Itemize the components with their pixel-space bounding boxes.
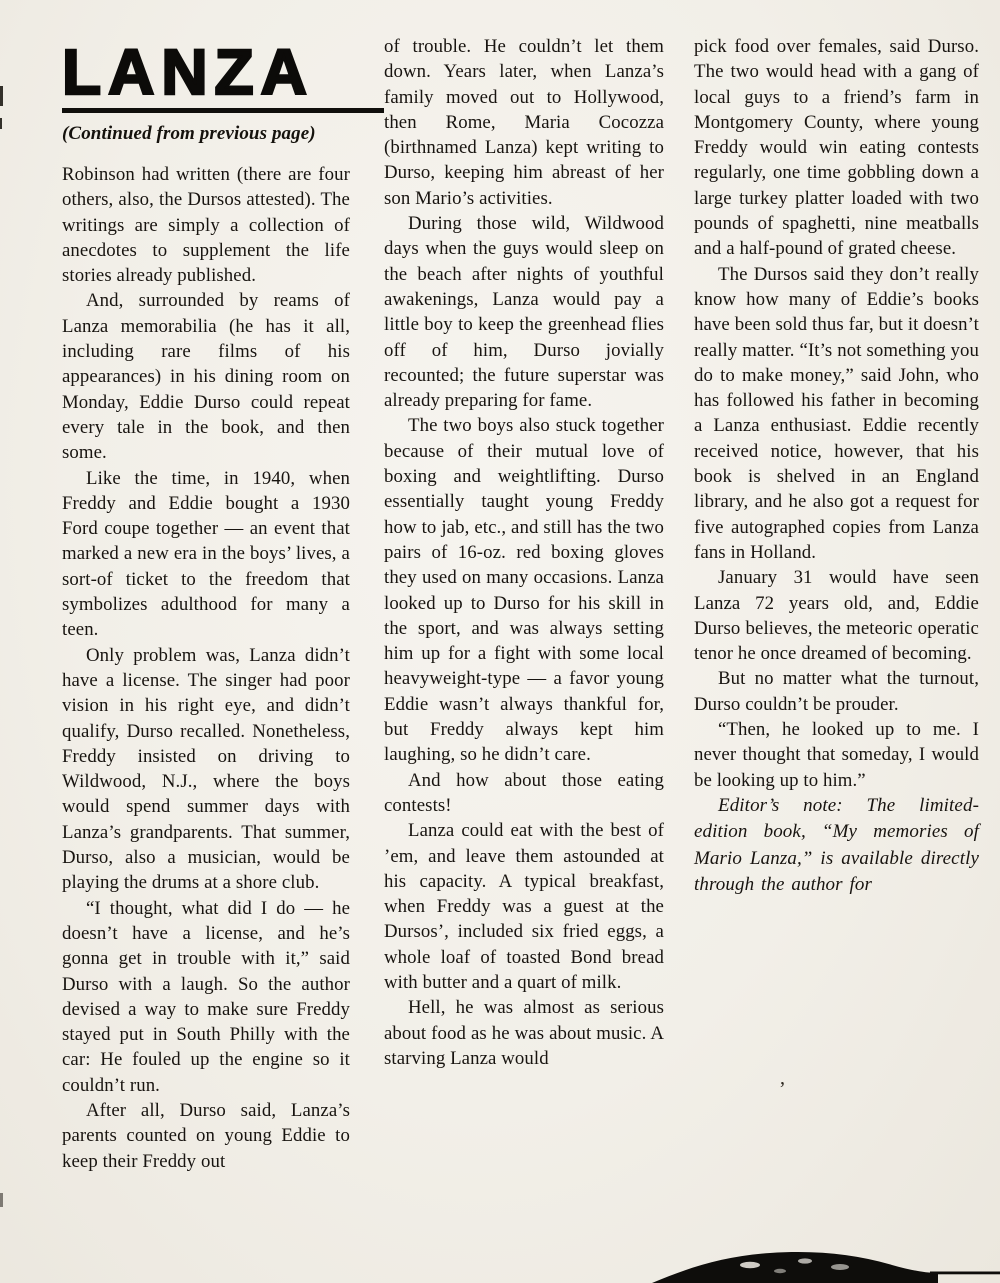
article-masthead [62,36,350,146]
article-headline: LANZA [62,36,314,108]
paragraph: And how about those eating contests! [384,769,664,816]
paragraph: Lanza could eat with the best of ’em, and leave them astounded at his capacity. A typical breakfast, when Freddy was a guest at the Dursos’, included six fried eggs, a whole loaf of toasted Bond bread with butter and a quart of milk. [384,820,664,993]
paragraph: The two boys also stuck together because of their mutual love of boxing and weightlifting. Durso essentially taught young Freddy how to jab, etc., and still has the two pairs of 16-oz. red boxing gloves they used on many occasions. Lanza looked up to Durso for his skill in the sport, and was always setting him up for a fight with some local heavyweight-type — a favor young Eddie wasn’t always thankful for, but Freddy always kept him laughing, so he didn’t care. [384,415,664,766]
scan-artifact [0,118,2,129]
paragraph: And, surrounded by reams of Lanza memorabilia (he has it all, including rare films of his appearances) in his dining room on Monday, Eddie Durso could repeat every tale in the book, and then some. [62,290,350,464]
paragraph: But no matter what the turnout, Durso couldn’t be prouder. [694,668,979,715]
scan-artifact-mark: ’ [779,1078,786,1100]
paragraph: Robinson had written (there are four others, also, the Dursos attested). The writings are simply a collection of anecdotes to supplement the life stories already published. [62,164,350,287]
paragraph: “I thought, what did I do — he doesn’t have a license, and he’s gonna get in trouble with it,” said Durso with a laugh. So the author devised a way to make sure Freddy stayed put in South Philly with the car: He fouled up the engine so it couldn’t run. [62,897,350,1096]
paragraph: “Then, he looked up to me. I never thought that someday, I would be looking up to him.” [694,719,979,791]
paragraph: Like the time, in 1940, when Freddy and Eddie bought a 1930 Ford coupe together — an event that marked a new era in the boys’ lives, a sort-of ticket to the freedom that symbolizes adulthood for many a teen. [62,467,350,641]
scan-artifact [0,1193,3,1207]
paragraph: Only problem was, Lanza didn’t have a license. The singer had poor vision in his right eye, and didn’t qualify, Durso recalled. Nonetheless, Freddy insisted on driving to Wildwood, N.J., where the boys would spend summer days with Lanza’s grandparents. That summer, Durso, also a musician, would be playing the drums at a shore club. [62,644,350,894]
column-3 [694,34,979,899]
paragraph: After all, Durso said, Lanza’s parents counted on young Eddie to keep their Freddy out [62,1099,350,1172]
photo-top-edge-graphic [630,1247,1000,1283]
column-2 [384,34,664,1071]
column-1 [62,36,350,1174]
editors-note: Editor’s note: The limited-edition book, “My memories of Mario Lanza,” is available directly through the author for [694,794,979,896]
continuation-note: (Continued from previous page) [62,123,316,144]
paragraph: January 31 would have seen Lanza 72 years old, and, Eddie Durso believes, the meteoric operatic tenor he once dreamed of becoming. [694,567,979,665]
paragraph: pick food over females, said Durso. The two would head with a gang of local guys to a friend’s farm in Montgomery County, where young Freddy would win eating contests regularly, one time gobbling down a large turkey platter loaded with two pounds of spaghetti, nine meatballs and a half-pound of grated cheese. [694,36,979,260]
paragraph: of trouble. He couldn’t let them down. Years later, when Lanza’s family moved out to Hollywood, then Rome, Maria Cocozza (birthnamed Lanza) kept writing to Durso, keeping him abreast of her son Mario’s activities. [384,36,664,209]
paragraph: Hell, he was almost as serious about food as he was about music. A starving Lanza would [384,997,664,1069]
headline-rule [62,108,384,113]
paragraph: During those wild, Wildwood days when the guys would sleep on the beach after nights of youthful awakenings, Lanza would pay a little boy to keep the greenhead flies off of him, Durso jovially recounted; the future superstar was already preparing for fame. [384,213,664,412]
scan-artifact [0,86,3,106]
paragraph: The Dursos said they don’t really know how many of Eddie’s books have been sold thus far, but it doesn’t really matter. “It’s not something you do to make money,” said John, who has followed his father in becoming a Lanza enthusiast. Eddie recently received notice, however, that his book is shelved in an England library, and he also got a request for five autographed copies from Lanza fans in Holland. [694,263,979,563]
